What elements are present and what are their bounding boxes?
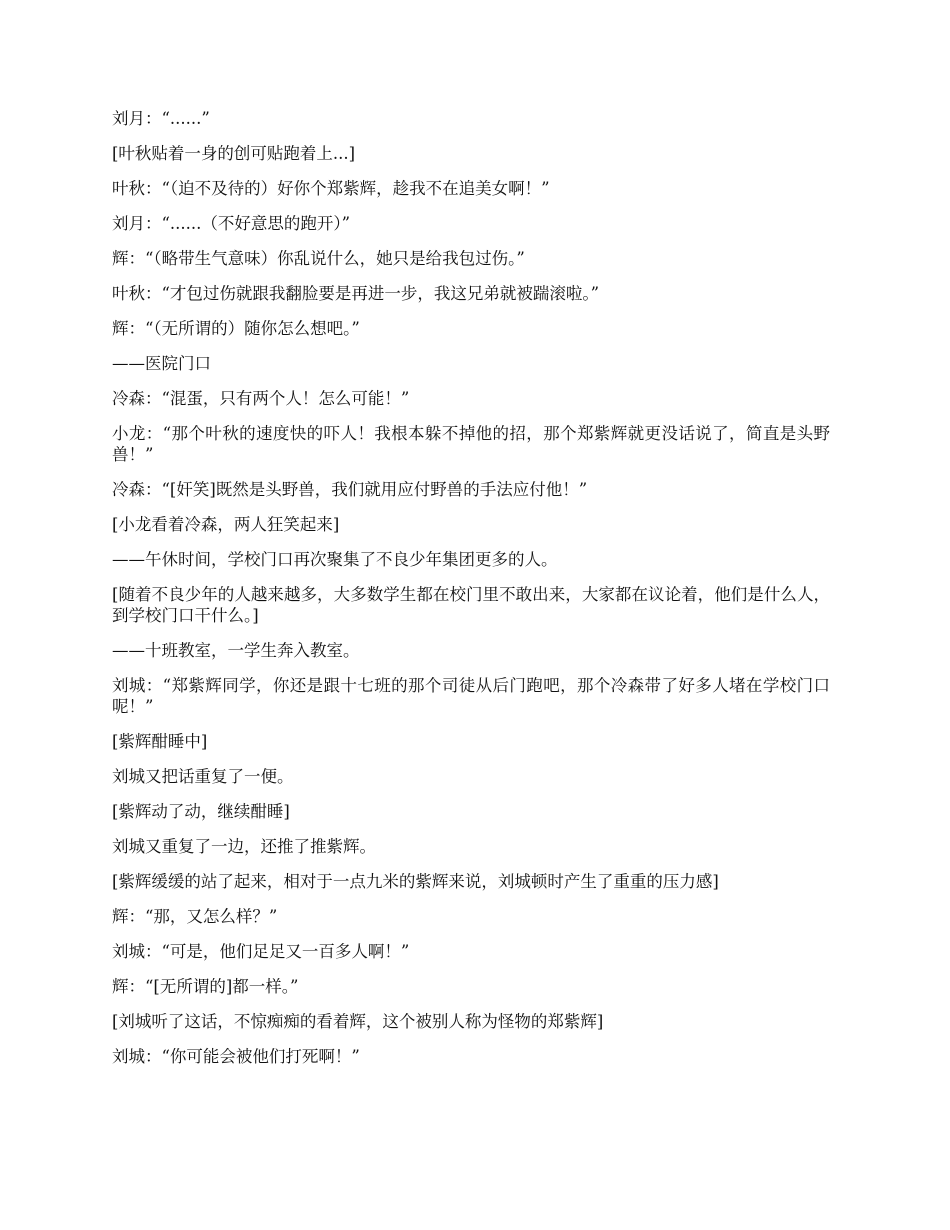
paragraph: 辉：“（略带生气意味）你乱说什么，她只是给我包过伤。”: [112, 249, 525, 268]
paragraph: 刘城：“可是，他们足足又一百多人啊！”: [112, 942, 410, 961]
paragraph: [小龙看着冷森，两人狂笑起来]: [112, 515, 340, 534]
paragraph: 叶秋：“才包过伤就跟我翻脸要是再进一步，我这兄弟就被踹滚啦。”: [112, 284, 600, 303]
paragraph: 辉：“那，又怎么样？”: [112, 907, 278, 926]
paragraph: 刘城：“你可能会被他们打死啊！”: [112, 1047, 360, 1066]
scene-heading: ——十班教室，一学生奔入教室。: [112, 641, 360, 660]
paragraph: [紫辉缓缓的站了起来，相对于一点九米的紫辉来说，刘城顿时产生了重重的压力感]: [112, 872, 719, 891]
paragraph: 辉：“[无所谓的]都一样。”: [112, 977, 299, 996]
paragraph: [紫辉动了动，继续酣睡]: [112, 802, 290, 821]
paragraph: 刘月：“......”: [112, 109, 210, 128]
paragraph: 冷森：“混蛋，只有两个人！怎么可能！”: [112, 389, 410, 408]
paragraph: 小龙：“那个叶秋的速度快的吓人！我根本躲不掉他的招，那个郑紫辉就更没话说了，简直是头野兽！”: [112, 424, 830, 464]
scene-heading: ——午休时间，学校门口再次聚集了不良少年集团更多的人。: [112, 550, 558, 569]
paragraph: [随着不良少年的人越来越多，大多数学生都在校门里不敢出来，大家都在议论着，他们是什么人，到学校门口干什么。]: [112, 585, 830, 625]
paragraph: 刘月：“......（不好意思的跑开）”: [112, 214, 351, 233]
scene-heading: ——医院门口: [112, 354, 211, 373]
paragraph: [叶秋贴着一身的创可贴跑着上...]: [112, 144, 356, 163]
paragraph: 辉：“（无所谓的）随你怎么想吧。”: [112, 319, 360, 338]
paragraph: 冷森：“[奸笑]既然是头野兽，我们就用应付野兽的手法应付他！”: [112, 480, 588, 499]
paragraph: 刘城：“郑紫辉同学，你还是跟十七班的那个司徒从后门跑吧，那个冷森带了好多人堵在学校门口呢！”: [112, 676, 830, 716]
paragraph: [刘城听了这话，不惊痴痴的看着辉，这个被别人称为怪物的郑紫辉]: [112, 1012, 604, 1031]
paragraph: [紫辉酣睡中]: [112, 732, 208, 751]
document-page: [112, 108, 830, 1081]
paragraph: 叶秋：“（迫不及待的）好你个郑紫辉，趁我不在追美女啊！”: [112, 179, 550, 198]
paragraph: 刘城又重复了一边，还推了推紫辉。: [112, 837, 376, 856]
paragraph: 刘城又把话重复了一便。: [112, 767, 294, 786]
